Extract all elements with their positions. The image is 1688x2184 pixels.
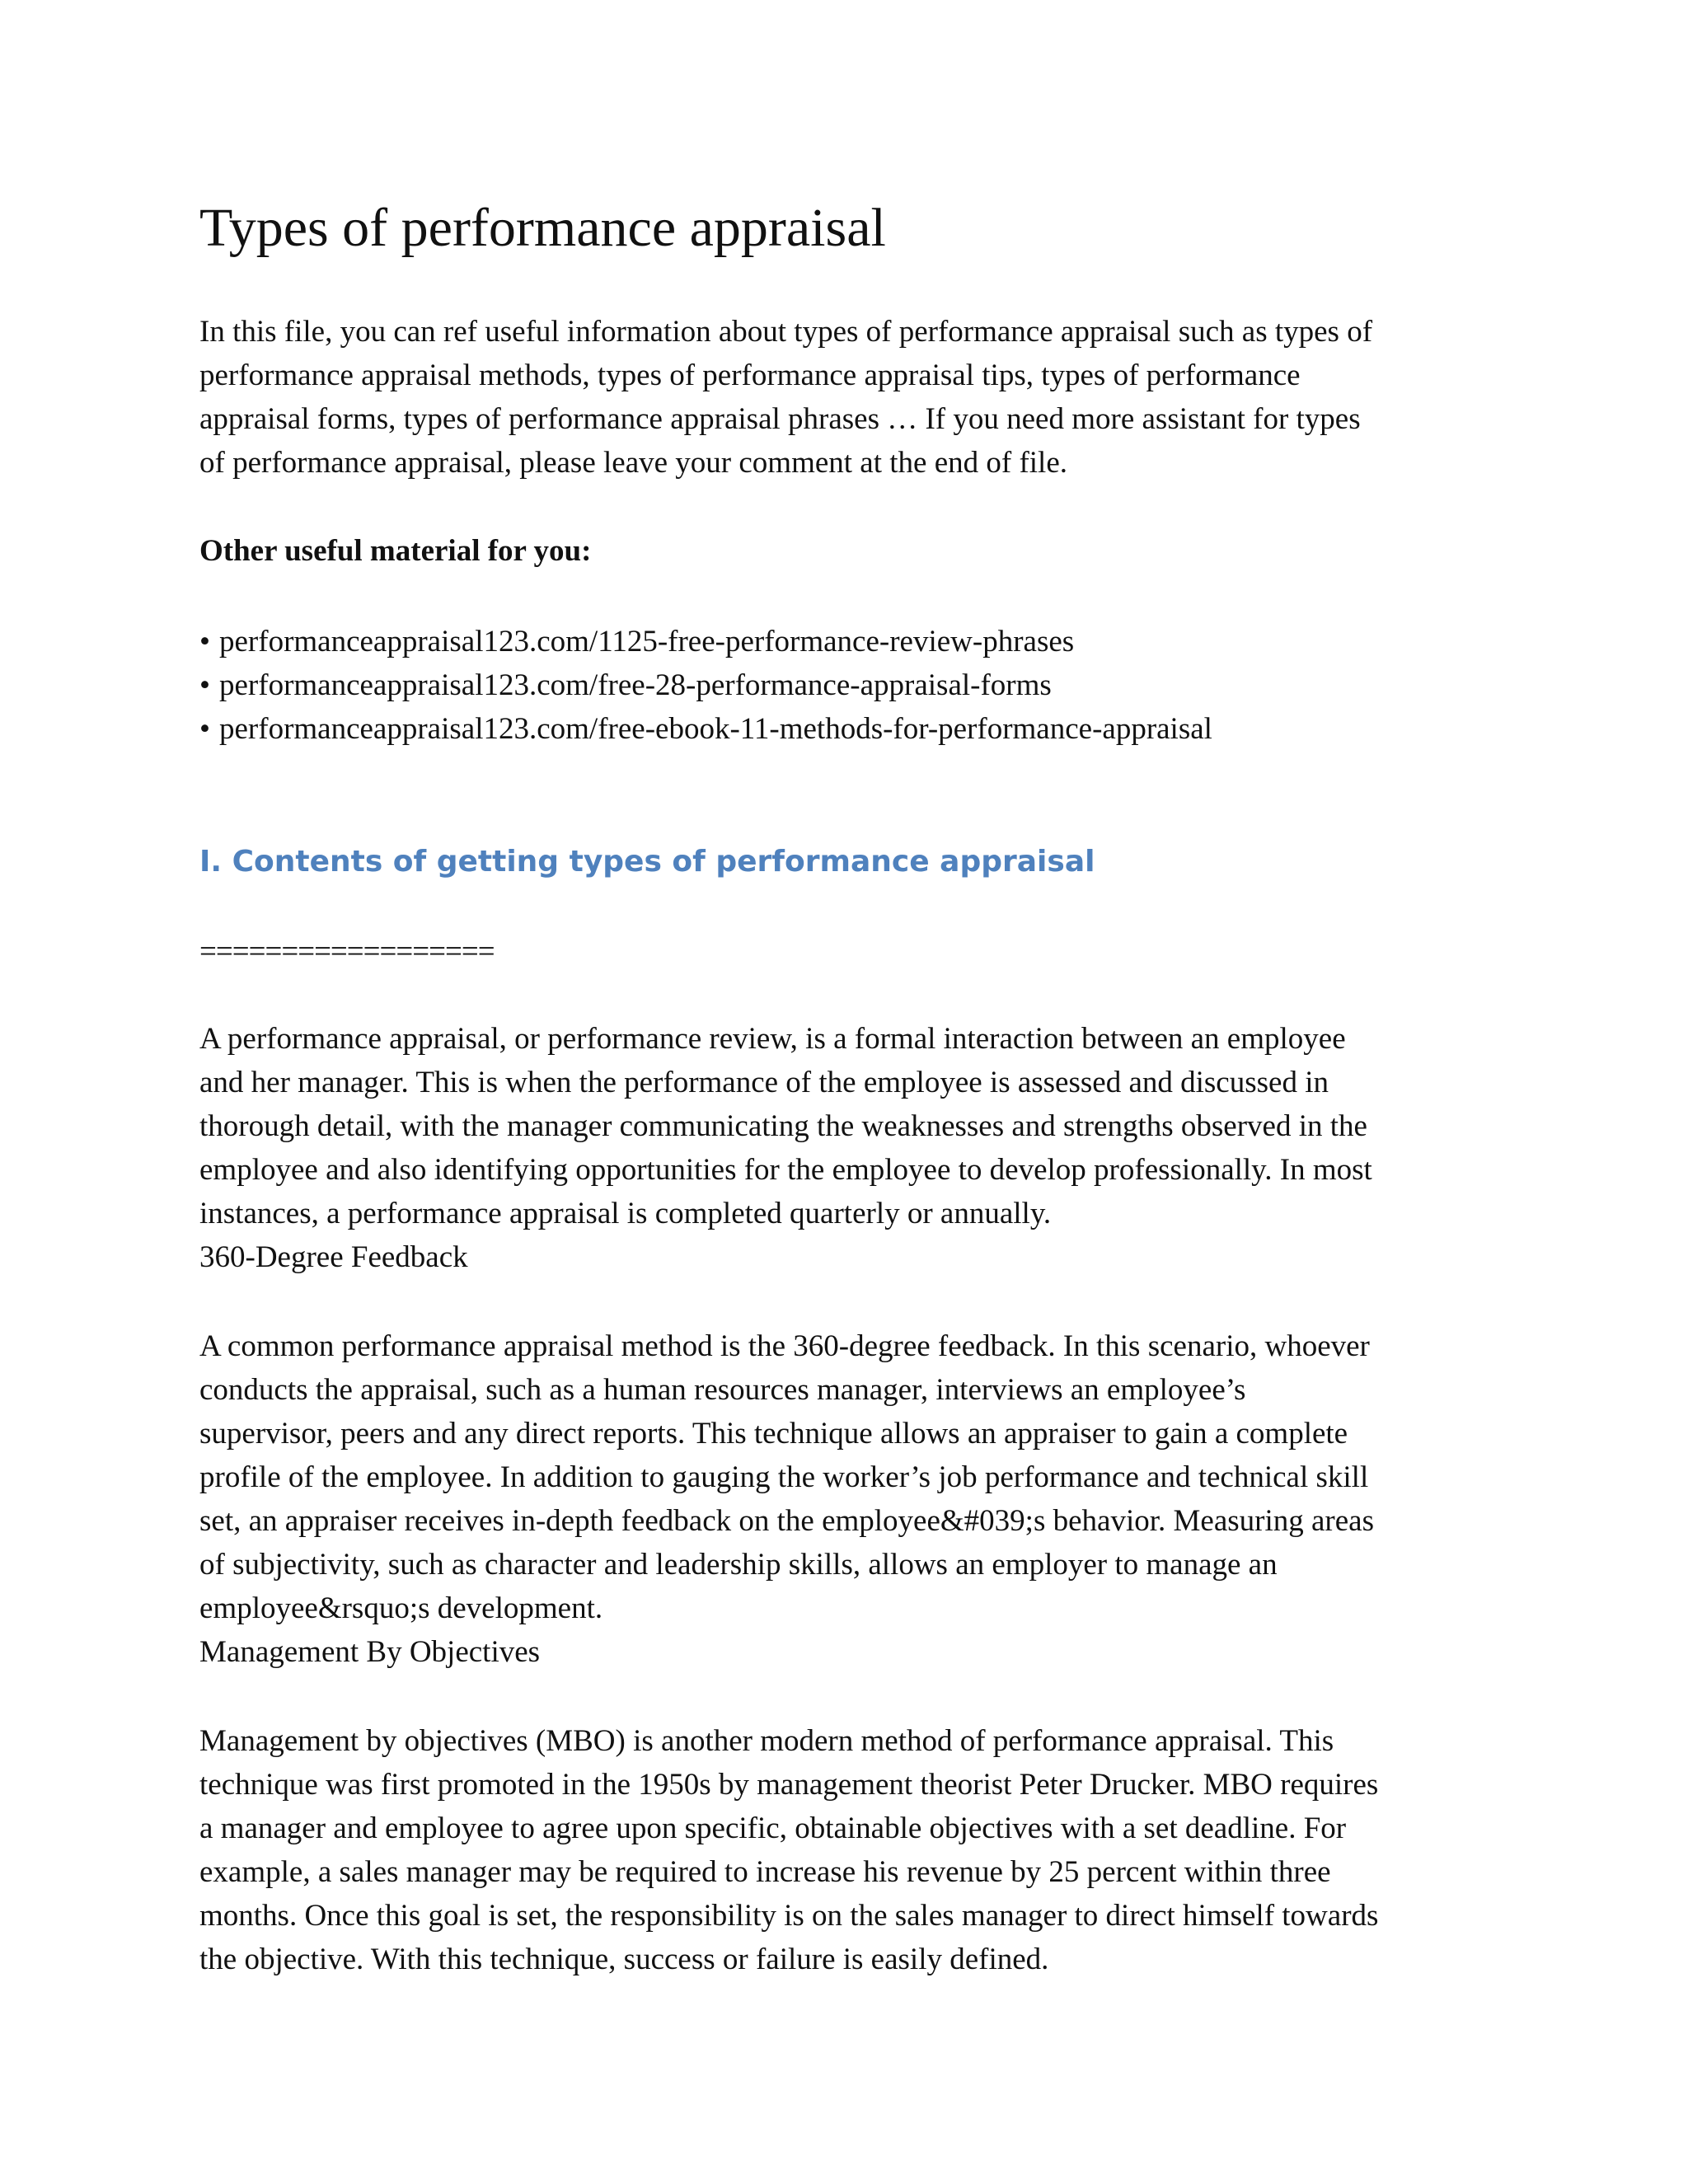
paragraph-line: technique was first promoted in the 1950s by management theorist Peter Drucker. MBO requires xyxy=(199,1768,1379,1802)
paragraph-line: set, an appraiser receives in-depth feedback on the employee&#039;s behavior. Measuring areas xyxy=(199,1504,1374,1538)
intro-line: performance appraisal methods, types of performance appraisal tips, types of performance xyxy=(199,359,1301,392)
paragraph-line: thorough detail, with the manager communicating the weaknesses and strengths observed in the xyxy=(199,1109,1367,1143)
section-heading: I. Contents of getting types of performance appraisal xyxy=(199,845,1095,879)
link-text[interactable]: performanceappraisal123.com/1125-free-performance-review-phrases xyxy=(219,625,1075,658)
link-item[interactable] xyxy=(199,620,1212,663)
useful-links-list xyxy=(199,620,1212,751)
bullet-icon: • xyxy=(199,712,210,746)
bullet-icon: • xyxy=(199,625,210,658)
paragraph-line: of subjectivity, such as character and leadership skills, allows an employer to manage an xyxy=(199,1548,1278,1582)
paragraph-line: employee and also identifying opportunities for the employee to develop professionally. In most xyxy=(199,1153,1372,1187)
paragraph-line: employee&rsquo;s development. xyxy=(199,1591,603,1625)
text-divider: ================== xyxy=(199,935,495,968)
paragraph-line: example, a sales manager may be required to increase his revenue by 25 percent within three xyxy=(199,1855,1331,1889)
paragraph-line: Management by objectives (MBO) is another modern method of performance appraisal. This xyxy=(199,1724,1334,1758)
subheading-mbo: Management By Objectives xyxy=(199,1635,541,1669)
appraisal-definition-paragraph xyxy=(199,1017,1493,1279)
paragraph-line: profile of the employee. In addition to gauging the worker’s job performance and technical skill xyxy=(199,1460,1369,1494)
intro-line: appraisal forms, types of performance appraisal phrases … If you need more assistant for types xyxy=(199,402,1361,436)
paragraph-line: a manager and employee to agree upon specific, obtainable objectives with a set deadline. For xyxy=(199,1811,1347,1845)
link-text[interactable]: performanceappraisal123.com/free-ebook-11-methods-for-performance-appraisal xyxy=(219,712,1212,746)
paragraph-line: the objective. With this technique, success or failure is easily defined. xyxy=(199,1943,1049,1976)
paragraph-line: months. Once this goal is set, the responsibility is on the sales manager to direct himself towards xyxy=(199,1899,1379,1933)
paragraph-line: A common performance appraisal method is the 360-degree feedback. In this scenario, whoever xyxy=(199,1329,1370,1363)
paragraph-line: conducts the appraisal, such as a human resources manager, interviews an employee’s xyxy=(199,1373,1246,1407)
bullet-icon: • xyxy=(199,668,210,702)
link-item[interactable] xyxy=(199,707,1212,751)
document-title: Types of performance appraisal xyxy=(199,198,886,258)
subheading-360-feedback: 360-Degree Feedback xyxy=(199,1240,468,1274)
link-text[interactable]: performanceappraisal123.com/free-28-performance-appraisal-forms xyxy=(219,668,1052,702)
intro-line: of performance appraisal, please leave your comment at the end of file. xyxy=(199,446,1068,480)
other-material-label: Other useful material for you: xyxy=(199,534,592,568)
intro-line: In this file, you can ref useful information about types of performance appraisal such as types of xyxy=(199,315,1373,349)
paragraph-line: A performance appraisal, or performance review, is a formal interaction between an employee xyxy=(199,1022,1346,1056)
paragraph-line: instances, a performance appraisal is completed quarterly or annually. xyxy=(199,1197,1052,1230)
feedback-360-paragraph xyxy=(199,1324,1493,1674)
intro-paragraph xyxy=(199,310,1493,485)
mbo-paragraph xyxy=(199,1719,1493,1981)
paragraph-line: supervisor, peers and any direct reports. This technique allows an appraiser to gain a complete xyxy=(199,1417,1348,1451)
paragraph-line: and her manager. This is when the performance of the employee is assessed and discussed in xyxy=(199,1066,1329,1099)
link-item[interactable] xyxy=(199,663,1212,707)
